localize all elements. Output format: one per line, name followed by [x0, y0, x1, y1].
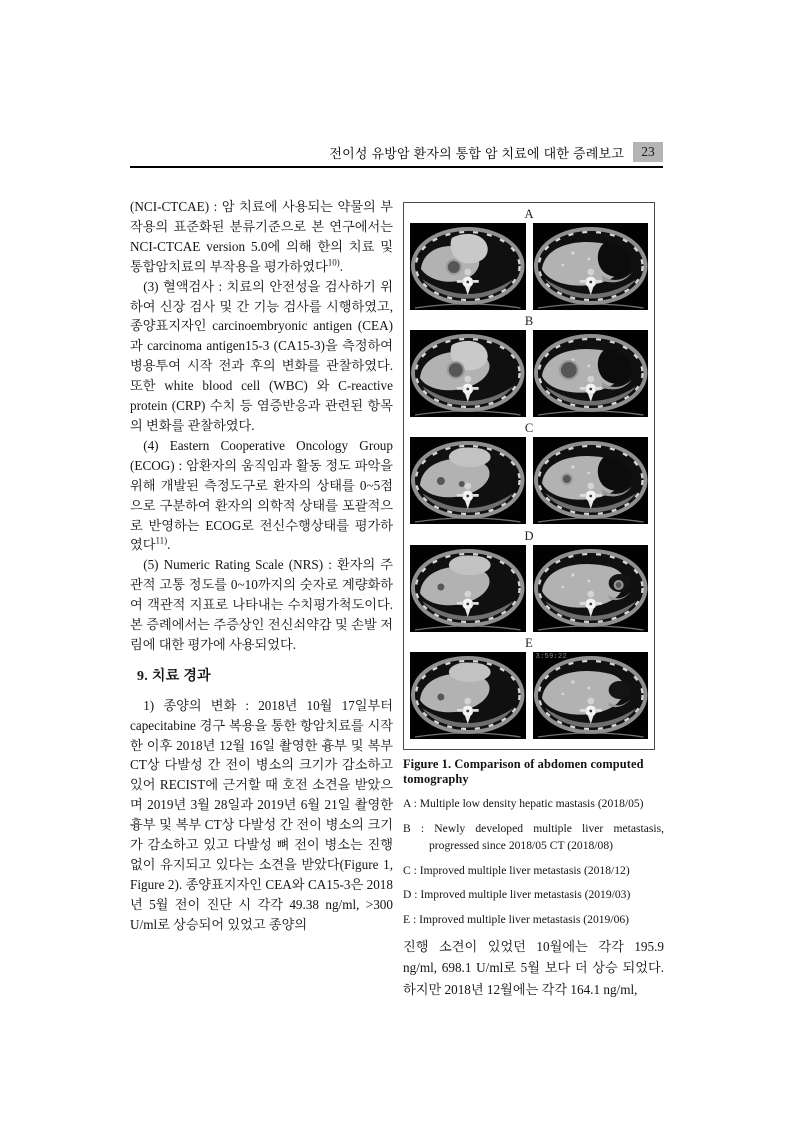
ct-timestamp: 3:59:22 [535, 652, 568, 661]
paragraph-ecog: (4) Eastern Cooperative Oncology Group (ECOG) : 암환자의 움직임과 활동 정도 파악을 위해 개발된 측정도구로 환자의 상태를 0~5점으로 구분하여 환자의 의학적 상태를 포괄적으로 반영하는 ECOG로 전신수행상태를 평가하였다$^{11)}$. [130, 437, 393, 553]
figure-1-caption [403, 757, 664, 928]
section-heading-treatment-results: 9. 치료 경과 [137, 668, 211, 684]
ct-scan-image [410, 330, 526, 417]
running-header [130, 142, 663, 168]
figure-1-ct-panel [403, 202, 655, 750]
left-column [130, 197, 393, 935]
footnote-ref-10: 10) [327, 257, 340, 268]
paragraph-tumor-markers: 진행 소견이 있었던 10월에는 각각 195.9 ng/ml, 698.1 U/ml로 5월 보다 더 상승 되었다. 하지만 2018년 12월에는 각각 164.1 ng/ml, [403, 939, 664, 997]
ct-scan-image [410, 437, 526, 524]
figure-caption-title: Figure 1. Comparison of abdomen computed tomography [403, 757, 644, 786]
page-number-badge: 23 [633, 142, 663, 162]
ct-scan-image [533, 223, 649, 310]
ct-row-e [410, 636, 648, 743]
caption-item-b: B : Newly developed multiple liver metastasis, progressed since 2018/05 CT (2018/08) [403, 821, 664, 852]
paragraph-blood-test: (3) 혈액검사 : 치료의 안전성을 검사하기 위하여 신장 검사 및 간 기능 검사를 시행하였고, 종양표지자인 carcinoembryonic antigen (CEA)과 carcinoma antigen15-3 (CA15-3)을 측정하여 병용투여 시작 전과 후의 변화를 관찰하였다. 또한 white blood cell (WBC) 와 C-reactive protein (CRP) 수치 등 염증반응과 관련된 항목의 변화를 관찰하였다. [130, 278, 393, 433]
caption-item-a: A : Multiple low density hepatic mastasis (2018/05) [403, 797, 644, 810]
ct-row-b [410, 314, 648, 421]
caption-item-d: D : Improved multiple liver metastasis (2019/03) [403, 888, 631, 901]
ct-row-c [410, 421, 648, 528]
ct-scan-image [533, 545, 649, 632]
ct-scan-image [410, 652, 526, 739]
ct-row-label-d: D [524, 528, 534, 543]
right-column [403, 202, 664, 1013]
ct-row-label-b: B [524, 314, 534, 329]
paragraph-nci-ctcae: (NCI-CTCAE) : 암 치료에 사용되는 약물의 부작용의 표준화된 분류기준으로 본 연구에서는 NCI-CTCAE version 5.0에 의해 한의 치료 및 통합암치료의 부작용을 평가하였다$^{10)}$. [130, 199, 393, 274]
ct-scan-image [533, 437, 649, 524]
ct-row-label-a: A [524, 207, 534, 221]
ct-row-d [410, 529, 648, 636]
caption-item-c: C : Improved multiple liver metastasis (2018/12) [403, 863, 630, 877]
ct-scan-image [410, 223, 526, 310]
caption-item-e: E : Improved multiple liver metastasis (2019/06) [403, 912, 630, 926]
paragraph-tumor-change: 1) 종양의 변화 : 2018년 10월 17일부터 capecitabine 경구 복용을 통한 항암치료를 시작한 이후 2018년 12월 16일 촬영한 흉부 및 복부 CT상 다발성 간 전이 병소의 크기가 감소하고 있어 RECIST에 근거할 때 호전 소견을 받았으며 2019년 3월 28일과 2019년 6월 21일 촬영한 흉부 및 복부 CT상 다발성 간 전이 병소의 크기가 감소하고 있고 다발성 뼈 전이 병소는 진행 없이 유지되고 있다는 소견을 받았다(Figure 1, Figure 2). 종양표지자인 CEA와 CA15-3은 2018년 5월 전이 진단 시 각각 49.38 ng/ml, >300 U/ml로 상승되어 있었고 종양의 [130, 697, 393, 932]
footnote-ref-11: 11) [155, 536, 168, 547]
ct-scan-image [410, 545, 526, 632]
ct-row-a [410, 207, 648, 314]
paragraph-nrs: (5) Numeric Rating Scale (NRS) : 환자의 주관적 고통 정도를 0~10까지의 숫자로 계량화하여 객관적 지표로 나타내는 수치평가척도이다. 본 증례에서는 주증상인 전신쇠약감 및 손발 저림에 대한 평가에 사용되었다. [130, 557, 393, 652]
ct-row-label-e: E [525, 635, 533, 650]
ct-row-label-c: C [524, 421, 534, 436]
ct-scan-image [533, 652, 649, 739]
running-title: 전이성 유방암 환자의 통합 암 치료에 대한 증례보고 [329, 145, 624, 161]
ct-scan-image [533, 330, 649, 417]
